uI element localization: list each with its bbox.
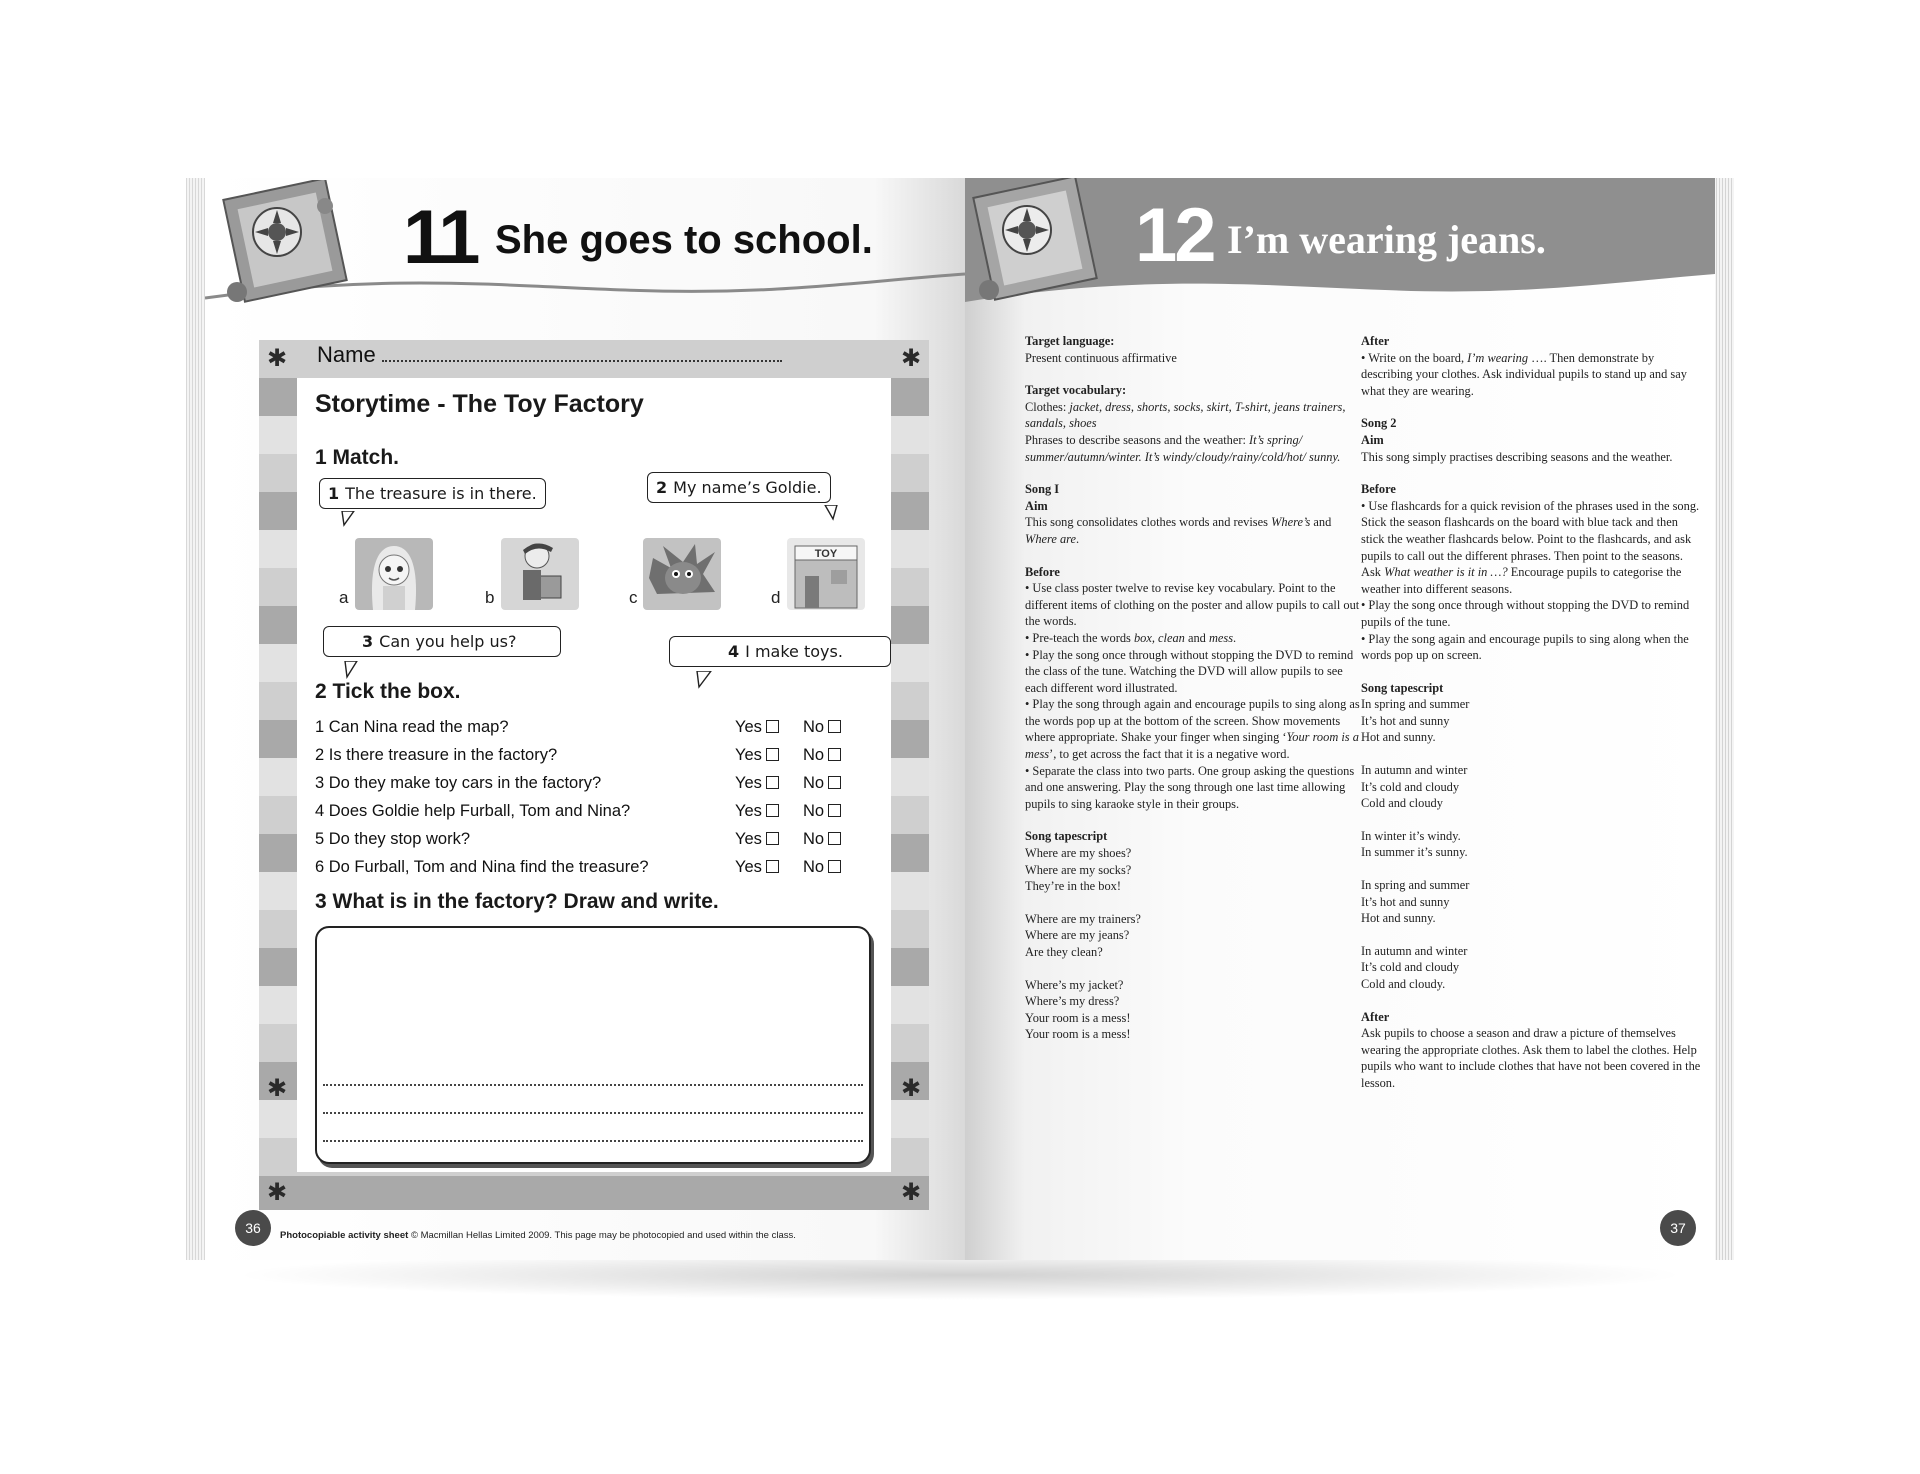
lyric-line: Where are my jeans?	[1025, 928, 1130, 943]
no-option[interactable]: No	[803, 858, 841, 877]
no-option[interactable]: No	[803, 746, 841, 765]
lyric-line: In summer it’s sunny.	[1361, 845, 1468, 860]
before-step: • Play the song once through without stopping the DVD to remind the class of the tune. Watching the DVD will allow pupils to see each different word illustrated.	[1025, 647, 1354, 695]
draw-heading: 3 What is in the factory? Draw and write.	[315, 890, 719, 913]
unit-11-header	[205, 178, 965, 313]
lyric-line: Where are my trainers?	[1025, 911, 1141, 926]
footer-copyright: © Macmillan Hellas Limited 2009. This page may be photocopied and used within the class.	[410, 1230, 796, 1241]
before-step: • Separate the class into two parts. One group asking the questions and one answering. Play the song through one last time allowing pupils to sing karaoke style in their groups.	[1025, 763, 1355, 811]
lyric-line: Are they clean?	[1025, 945, 1103, 959]
bubble-text: Can you help us?	[379, 632, 517, 651]
yes-checkbox[interactable]	[766, 748, 779, 761]
right-page	[965, 178, 1715, 1260]
before-step: • Pre-teach the words box, clean and mess.	[1025, 630, 1237, 645]
lyric-line: It’s cold and cloudy	[1361, 960, 1460, 975]
picture-b-boy	[501, 538, 579, 610]
bubble-number: 2	[656, 478, 668, 497]
before-step: • Use flashcards for a quick revision of the phrases used in the song. Stick the season flashcards on the board with blue tack and then stick the weather flashcards below. Point to the flashcards, and ask pupils to call out the different phrases. Then point to the seasons. Ask What weather is it in …? Encourage pupils to categorise the weather into different seasons.	[1361, 498, 1700, 596]
yes-checkbox[interactable]	[766, 804, 779, 817]
tick-question: 1 Can Nina read the map?	[315, 718, 509, 736]
no-option[interactable]: No	[803, 802, 841, 821]
lyric-line: Hot and sunny.	[1361, 730, 1436, 745]
vocab-phrases: Phrases to describe seasons and the weather: It’s spring/ summer/autumn/winter. It’s windy/cloudy/rainy/cold/hot/ sunny.	[1025, 432, 1341, 464]
tick-question: 6 Do Furball, Tom and Nina find the treasure?	[315, 858, 649, 876]
flower-icon: ✱	[266, 1178, 288, 1206]
flower-tile-icon	[215, 180, 355, 320]
tick-row-4	[315, 802, 855, 828]
after-step: • Write on the board, I’m wearing …. Then demonstrate by describing your clothes. Ask individual pupils to stand up and say what they are wearing.	[1361, 350, 1687, 398]
lyric-line: It’s cold and cloudy	[1361, 779, 1460, 794]
aim-heading: Aim	[1361, 432, 1384, 447]
unit-number: 12	[1135, 193, 1214, 278]
tick-question: 5 Do they stop work?	[315, 830, 470, 848]
tick-row-3	[315, 774, 855, 800]
picture-d-factory	[787, 538, 865, 610]
bubble-text: The treasure is in there.	[345, 484, 537, 503]
before-heading: Before	[1025, 564, 1060, 579]
lyric-line: It’s hot and sunny	[1361, 894, 1450, 909]
before-heading: Before	[1361, 482, 1396, 497]
bubble-tail	[343, 661, 365, 679]
picture-letter-d: d	[771, 588, 781, 607]
yes-checkbox[interactable]	[766, 832, 779, 845]
vocab-clothes: Clothes: jacket, dress, shorts, socks, skirt, T-shirt, jeans trainers, sandals, shoes	[1025, 399, 1346, 431]
yes-option[interactable]: Yes	[735, 802, 779, 821]
unit-title: I’m wearing jeans.	[1227, 217, 1546, 262]
speech-bubble-4	[669, 636, 891, 667]
yes-checkbox[interactable]	[766, 720, 779, 733]
tick-row-1	[315, 718, 855, 744]
writing-line[interactable]	[323, 1084, 863, 1086]
yes-option[interactable]: Yes	[735, 774, 779, 793]
name-label: Name	[317, 342, 376, 367]
tick-row-6	[315, 858, 855, 884]
aim-text: This song consolidates clothes words and revises Where’s and Where are.	[1025, 515, 1332, 546]
flower-tile-icon	[965, 178, 1105, 318]
flower-icon: ✱	[266, 344, 288, 372]
match-heading: 1 Match.	[315, 446, 400, 469]
lyric-line: In autumn and winter	[1361, 763, 1468, 778]
bubble-text: My name’s Goldie.	[673, 478, 822, 497]
before-step: • Play the song again and encourage pupils to sing along when the words pop up on screen.	[1361, 631, 1689, 663]
no-option[interactable]: No	[803, 774, 841, 793]
yes-option[interactable]: Yes	[735, 858, 779, 877]
flower-icon: ✱	[900, 344, 922, 372]
picture-c-creature	[643, 538, 721, 610]
flower-icon: ✱	[900, 1178, 922, 1206]
teacher-notes-column-2	[1361, 333, 1701, 1092]
lyric-line: Hot and sunny.	[1361, 911, 1436, 926]
factory-sign: TOY	[814, 548, 838, 560]
lyric-line: Cold and cloudy.	[1361, 977, 1446, 991]
song-2-heading: Song 2	[1361, 416, 1397, 431]
no-checkbox[interactable]	[828, 776, 841, 789]
tick-row-2	[315, 746, 855, 772]
lyric-line: In winter it’s windy.	[1361, 828, 1461, 843]
lyric-line: It’s hot and sunny	[1361, 713, 1450, 728]
draw-and-write-box[interactable]	[315, 926, 871, 1164]
speech-bubble-3	[323, 626, 561, 657]
left-page	[205, 178, 965, 1260]
bubble-number: 4	[728, 642, 740, 661]
teacher-notes-column-1	[1025, 333, 1365, 1043]
bubble-number: 3	[362, 632, 374, 651]
no-option[interactable]: No	[803, 830, 841, 849]
picture-a-girl	[355, 538, 433, 610]
no-checkbox[interactable]	[828, 748, 841, 761]
yes-option[interactable]: Yes	[735, 746, 779, 765]
before-step: • Play the song once through without stopping the DVD to remind pupils of the tune.	[1361, 598, 1690, 629]
flower-icon: ✱	[900, 1074, 922, 1102]
lyric-line: Where’s my jacket?	[1025, 977, 1124, 992]
tick-question: 3 Do they make toy cars in the factory?	[315, 774, 602, 792]
unit-12-header	[965, 178, 1715, 308]
picture-letter-b: b	[485, 588, 495, 607]
speech-bubble-1	[319, 478, 546, 509]
bubble-number: 1	[328, 484, 340, 503]
yes-option[interactable]: Yes	[735, 718, 779, 737]
picture-letter-a: a	[339, 588, 349, 607]
lyric-line: Where are my shoes?	[1025, 846, 1132, 861]
lyric-line: Your room is a mess!	[1025, 1027, 1131, 1042]
lyric-line: Your room is a mess!	[1025, 1010, 1131, 1025]
bubble-tail	[823, 505, 843, 521]
tapescript-heading: Song tapescript	[1361, 680, 1444, 695]
footer-bold: Photocopiable activity sheet	[280, 1230, 409, 1241]
no-checkbox[interactable]	[828, 720, 841, 733]
left-page-edges	[186, 178, 206, 1260]
no-checkbox[interactable]	[828, 860, 841, 873]
no-checkbox[interactable]	[828, 832, 841, 845]
after-text: Ask pupils to choose a season and draw a picture of themselves wearing the appropriate clothes. Ask them to label the clothes. Help pupils who want to include clothes that have not been covered in the lesson.	[1361, 1026, 1701, 1090]
story-title: Storytime - The Toy Factory	[315, 390, 644, 418]
tapescript-heading: Song tapescript	[1025, 829, 1108, 844]
lyric-line: Where are my socks?	[1025, 862, 1132, 877]
target-language-heading: Target language:	[1025, 334, 1115, 348]
after-heading: After	[1361, 1009, 1390, 1024]
unit-title: She goes to school.	[495, 218, 873, 262]
tick-heading: 2 Tick the box.	[315, 680, 461, 703]
bubble-tail	[340, 511, 360, 527]
right-page-edges	[1714, 178, 1734, 1260]
song-1-heading: Song I	[1025, 482, 1060, 497]
name-blank[interactable]	[382, 360, 782, 362]
before-step: • Use class poster twelve to revise key vocabulary. Point to the different items of clothing on the poster and allow pupils to call out the words.	[1025, 581, 1360, 629]
page-number-37: 37	[1660, 1210, 1696, 1246]
yes-checkbox[interactable]	[766, 860, 779, 873]
lyric-line: Where’s my dress?	[1025, 994, 1120, 1009]
page-number-36: 36	[235, 1210, 271, 1246]
footer	[280, 1230, 796, 1241]
flower-icon: ✱	[266, 1074, 288, 1102]
aim-heading: Aim	[1025, 498, 1048, 513]
yes-option[interactable]: Yes	[735, 830, 779, 849]
target-vocabulary-heading: Target vocabulary:	[1025, 383, 1127, 398]
no-option[interactable]: No	[803, 718, 841, 737]
lyric-line: In autumn and winter	[1361, 943, 1468, 958]
tick-row-5	[315, 830, 855, 856]
before-step: • Play the song through again and encourage pupils to sing along as the words pop up at the bottom of the screen. Show movements where appropriate. Shake your finger when singing ‘Your room is a mess’, to get across the fact that it is a negative word.	[1025, 697, 1360, 762]
after-heading: After	[1361, 334, 1390, 348]
lyric-line: They’re in the box!	[1025, 879, 1121, 894]
target-language-text: Present continuous affirmative	[1025, 350, 1177, 365]
writing-line[interactable]	[323, 1140, 863, 1142]
yes-checkbox[interactable]	[766, 776, 779, 789]
name-line	[317, 342, 782, 368]
unit-number: 11	[403, 195, 478, 280]
lyric-line: In spring and summer	[1361, 697, 1470, 712]
aim-text: This song simply practises describing seasons and the weather.	[1361, 449, 1673, 464]
speech-bubble-2	[647, 472, 831, 503]
no-checkbox[interactable]	[828, 804, 841, 817]
lyric-line: In spring and summer	[1361, 878, 1470, 893]
picture-letter-c: c	[629, 588, 638, 607]
tick-question: 4 Does Goldie help Furball, Tom and Nina?	[315, 802, 631, 820]
writing-line[interactable]	[323, 1112, 863, 1114]
bubble-tail	[695, 671, 717, 689]
tick-question: 2 Is there treasure in the factory?	[315, 746, 558, 764]
lyric-line: Cold and cloudy	[1361, 796, 1443, 811]
bubble-text: I make toys.	[745, 642, 843, 661]
